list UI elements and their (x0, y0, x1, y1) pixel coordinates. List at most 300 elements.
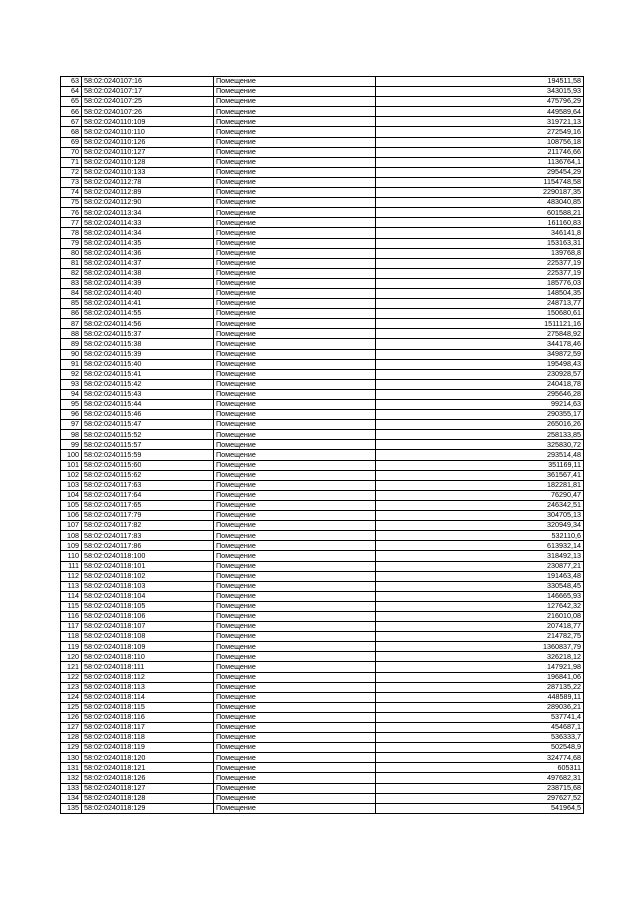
object-type: Помещение (214, 97, 376, 107)
cadastral-value: 265016,26 (376, 420, 584, 430)
cadastral-number: 58:02:0240118:107 (82, 622, 214, 632)
row-number: 129 (61, 743, 82, 753)
row-number: 110 (61, 551, 82, 561)
row-number: 82 (61, 268, 82, 278)
row-number: 68 (61, 127, 82, 137)
row-number: 134 (61, 793, 82, 803)
cadastral-value: 191463,48 (376, 571, 584, 581)
object-type: Помещение (214, 521, 376, 531)
object-type: Помещение (214, 238, 376, 248)
cadastral-number: 58:02:0240118:101 (82, 561, 214, 571)
row-number: 102 (61, 470, 82, 480)
table-row (61, 107, 584, 117)
cadastral-number: 58:02:0240113:34 (82, 208, 214, 218)
cadastral-value: 475796,29 (376, 97, 584, 107)
row-number: 117 (61, 622, 82, 632)
cadastral-value: 230877,21 (376, 561, 584, 571)
object-type: Помещение (214, 339, 376, 349)
cadastral-value: 161160,83 (376, 218, 584, 228)
table-row (61, 601, 584, 611)
cadastral-value: 225377,19 (376, 258, 584, 268)
row-number: 127 (61, 723, 82, 733)
table-row (61, 97, 584, 107)
cadastral-number: 58:02:0240115:43 (82, 389, 214, 399)
row-number: 96 (61, 410, 82, 420)
cadastral-number: 58:02:0240118:113 (82, 682, 214, 692)
row-number: 123 (61, 682, 82, 692)
cadastral-value: 290355,17 (376, 410, 584, 420)
table-row (61, 339, 584, 349)
cadastral-number: 58:02:0240118:110 (82, 652, 214, 662)
row-number: 84 (61, 288, 82, 298)
cadastral-value: 207418,77 (376, 622, 584, 632)
table-row (61, 692, 584, 702)
table-row (61, 551, 584, 561)
table-row (61, 723, 584, 733)
table-row (61, 450, 584, 460)
cadastral-value: 147921,98 (376, 662, 584, 672)
table-row (61, 167, 584, 177)
cadastral-value: 139768,8 (376, 248, 584, 258)
row-number: 79 (61, 238, 82, 248)
row-number: 119 (61, 642, 82, 652)
row-number: 112 (61, 571, 82, 581)
cadastral-number: 58:02:0240118:128 (82, 793, 214, 803)
table-row (61, 137, 584, 147)
table-row (61, 652, 584, 662)
cadastral-value: 76290,47 (376, 490, 584, 500)
table-row (61, 783, 584, 793)
cadastral-number: 58:02:0240112:89 (82, 188, 214, 198)
object-type: Помещение (214, 198, 376, 208)
cadastral-number: 58:02:0240118:111 (82, 662, 214, 672)
object-type: Помещение (214, 470, 376, 480)
table-row (61, 480, 584, 490)
object-type: Помещение (214, 359, 376, 369)
row-number: 73 (61, 177, 82, 187)
row-number: 124 (61, 692, 82, 702)
cadastral-value: 248713,77 (376, 299, 584, 309)
table-row (61, 490, 584, 500)
row-number: 76 (61, 208, 82, 218)
object-type: Помещение (214, 278, 376, 288)
cadastral-value: 238715,68 (376, 783, 584, 793)
row-number: 93 (61, 379, 82, 389)
cadastral-number: 58:02:0240110:109 (82, 117, 214, 127)
row-number: 106 (61, 511, 82, 521)
cadastral-number: 58:02:0240115:38 (82, 339, 214, 349)
cadastral-number: 58:02:0240112:90 (82, 198, 214, 208)
table-row (61, 309, 584, 319)
table-row (61, 208, 584, 218)
table-row (61, 177, 584, 187)
table-row (61, 793, 584, 803)
cadastral-number: 58:02:0240114:56 (82, 319, 214, 329)
cadastral-number: 58:02:0240118:119 (82, 743, 214, 753)
cadastral-value: 304705,13 (376, 511, 584, 521)
object-type: Помещение (214, 288, 376, 298)
cadastral-value: 194511,58 (376, 77, 584, 87)
table-row (61, 803, 584, 813)
cadastral-value: 497682,31 (376, 773, 584, 783)
row-number: 126 (61, 712, 82, 722)
cadastral-number: 58:02:0240117:65 (82, 500, 214, 510)
table-row (61, 188, 584, 198)
cadastral-number: 58:02:0240117:64 (82, 490, 214, 500)
cadastral-number: 58:02:0240114:41 (82, 299, 214, 309)
cadastral-number: 58:02:0240115:62 (82, 470, 214, 480)
cadastral-number: 58:02:0240118:102 (82, 571, 214, 581)
row-number: 128 (61, 733, 82, 743)
cadastral-number: 58:02:0240114:55 (82, 309, 214, 319)
row-number: 133 (61, 783, 82, 793)
cadastral-number: 58:02:0240118:127 (82, 783, 214, 793)
row-number: 63 (61, 77, 82, 87)
row-number: 70 (61, 147, 82, 157)
table-row (61, 268, 584, 278)
cadastral-number: 58:02:0240115:52 (82, 430, 214, 440)
object-type: Помещение (214, 723, 376, 733)
object-type: Помещение (214, 601, 376, 611)
cadastral-value: 230928,57 (376, 369, 584, 379)
cadastral-value: 1154748,58 (376, 177, 584, 187)
object-type: Помещение (214, 773, 376, 783)
cadastral-number: 58:02:0240115:60 (82, 460, 214, 470)
object-type: Помещение (214, 743, 376, 753)
cadastral-number: 58:02:0240118:121 (82, 763, 214, 773)
table-row (61, 299, 584, 309)
cadastral-number: 58:02:0240117:82 (82, 521, 214, 531)
cadastral-value: 196841,06 (376, 672, 584, 682)
cadastral-value: 275848,92 (376, 329, 584, 339)
table-row (61, 763, 584, 773)
object-type: Помещение (214, 682, 376, 692)
cadastral-value: 325830,72 (376, 440, 584, 450)
table-row (61, 319, 584, 329)
table-row (61, 198, 584, 208)
row-number: 135 (61, 803, 82, 813)
cadastral-number: 58:02:0240107:16 (82, 77, 214, 87)
cadastral-number: 58:02:0240115:47 (82, 420, 214, 430)
cadastral-value: 449589,64 (376, 107, 584, 117)
object-type: Помещение (214, 400, 376, 410)
object-type: Помещение (214, 672, 376, 682)
table-row (61, 541, 584, 551)
row-number: 99 (61, 440, 82, 450)
table-row (61, 238, 584, 248)
table-row (61, 410, 584, 420)
object-type: Помещение (214, 702, 376, 712)
table-row (61, 379, 584, 389)
cadastral-value: 2290187,35 (376, 188, 584, 198)
row-number: 97 (61, 420, 82, 430)
cadastral-number: 58:02:0240114:37 (82, 258, 214, 268)
cadastral-number: 58:02:0240110:133 (82, 167, 214, 177)
cadastral-value: 448589,11 (376, 692, 584, 702)
object-type: Помещение (214, 177, 376, 187)
object-type: Помещение (214, 167, 376, 177)
object-type: Помещение (214, 77, 376, 87)
row-number: 115 (61, 601, 82, 611)
table-row (61, 642, 584, 652)
cadastral-value: 295454,29 (376, 167, 584, 177)
object-type: Помещение (214, 117, 376, 127)
cadastral-value: 324774,68 (376, 753, 584, 763)
cadastral-value: 532110,6 (376, 531, 584, 541)
cadastral-value: 293514,48 (376, 450, 584, 460)
table-row (61, 702, 584, 712)
cadastral-number: 58:02:0240118:108 (82, 632, 214, 642)
row-number: 100 (61, 450, 82, 460)
object-type: Помещение (214, 389, 376, 399)
cadastral-number: 58:02:0240115:59 (82, 450, 214, 460)
cadastral-value: 108756,18 (376, 137, 584, 147)
row-number: 83 (61, 278, 82, 288)
row-number: 121 (61, 662, 82, 672)
cadastral-number: 58:02:0240114:35 (82, 238, 214, 248)
object-type: Помещение (214, 753, 376, 763)
object-type: Помещение (214, 369, 376, 379)
object-type: Помещение (214, 188, 376, 198)
object-type: Помещение (214, 127, 376, 137)
object-type: Помещение (214, 309, 376, 319)
object-type: Помещение (214, 490, 376, 500)
cadastral-value: 287135,22 (376, 682, 584, 692)
table-row (61, 77, 584, 87)
cadastral-value: 225377,19 (376, 268, 584, 278)
cadastral-value: 502548,9 (376, 743, 584, 753)
table-row (61, 591, 584, 601)
cadastral-number: 58:02:0240118:120 (82, 753, 214, 763)
cadastral-number: 58:02:0240115:39 (82, 349, 214, 359)
cadastral-value: 214782,75 (376, 632, 584, 642)
row-number: 109 (61, 541, 82, 551)
table-row (61, 147, 584, 157)
row-number: 89 (61, 339, 82, 349)
object-type: Помещение (214, 763, 376, 773)
row-number: 94 (61, 389, 82, 399)
row-number: 64 (61, 87, 82, 97)
cadastral-value: 613932,14 (376, 541, 584, 551)
row-number: 71 (61, 157, 82, 167)
cadastral-number: 58:02:0240118:117 (82, 723, 214, 733)
cadastral-value: 346141,8 (376, 228, 584, 238)
row-number: 81 (61, 258, 82, 268)
cadastral-number: 58:02:0240107:26 (82, 107, 214, 117)
object-type: Помещение (214, 712, 376, 722)
row-number: 85 (61, 299, 82, 309)
cadastral-value: 361567,41 (376, 470, 584, 480)
cadastral-number: 58:02:0240118:116 (82, 712, 214, 722)
object-type: Помещение (214, 793, 376, 803)
cadastral-value: 351169,11 (376, 460, 584, 470)
cadastral-number: 58:02:0240114:36 (82, 248, 214, 258)
object-type: Помещение (214, 450, 376, 460)
cadastral-value: 320949,34 (376, 521, 584, 531)
table-row (61, 228, 584, 238)
cadastral-number: 58:02:0240117:83 (82, 531, 214, 541)
object-type: Помещение (214, 147, 376, 157)
table-row (61, 712, 584, 722)
object-type: Помещение (214, 803, 376, 813)
table-row (61, 349, 584, 359)
cadastral-value: 1511121,16 (376, 319, 584, 329)
cadastral-number: 58:02:0240112:78 (82, 177, 214, 187)
row-number: 87 (61, 319, 82, 329)
object-type: Помещение (214, 622, 376, 632)
cadastral-value: 326218,12 (376, 652, 584, 662)
cadastral-value: 150680,61 (376, 309, 584, 319)
table-row (61, 571, 584, 581)
object-type: Помещение (214, 107, 376, 117)
row-number: 101 (61, 460, 82, 470)
row-number: 86 (61, 309, 82, 319)
cadastral-value: 182281,81 (376, 480, 584, 490)
table-row (61, 682, 584, 692)
table-row (61, 581, 584, 591)
row-number: 74 (61, 188, 82, 198)
object-type: Помещение (214, 561, 376, 571)
cadastral-value: 211746,66 (376, 147, 584, 157)
table-row (61, 511, 584, 521)
row-number: 66 (61, 107, 82, 117)
row-number: 72 (61, 167, 82, 177)
cadastral-number: 58:02:0240115:37 (82, 329, 214, 339)
cadastral-value: 99214,63 (376, 400, 584, 410)
object-type: Помещение (214, 440, 376, 450)
cadastral-value: 127642,32 (376, 601, 584, 611)
cadastral-value: 483040,85 (376, 198, 584, 208)
cadastral-number: 58:02:0240115:44 (82, 400, 214, 410)
cadastral-value: 272549,16 (376, 127, 584, 137)
cadastral-value: 537741,4 (376, 712, 584, 722)
table-row (61, 531, 584, 541)
row-number: 120 (61, 652, 82, 662)
object-type: Помещение (214, 642, 376, 652)
table-row (61, 632, 584, 642)
table-row (61, 500, 584, 510)
table-row (61, 117, 584, 127)
cadastral-number: 58:02:0240110:128 (82, 157, 214, 167)
object-type: Помещение (214, 551, 376, 561)
cadastral-value: 289036,21 (376, 702, 584, 712)
table-row (61, 470, 584, 480)
object-type: Помещение (214, 581, 376, 591)
cadastral-number: 58:02:0240117:63 (82, 480, 214, 490)
object-type: Помещение (214, 379, 376, 389)
row-number: 113 (61, 581, 82, 591)
table-row (61, 773, 584, 783)
cadastral-value: 195498,43 (376, 359, 584, 369)
object-type: Помещение (214, 420, 376, 430)
table-body (61, 77, 584, 814)
object-type: Помещение (214, 541, 376, 551)
cadastral-number: 58:02:0240118:112 (82, 672, 214, 682)
table-row (61, 87, 584, 97)
cadastral-value-table (60, 76, 584, 814)
cadastral-number: 58:02:0240114:33 (82, 218, 214, 228)
object-type: Помещение (214, 692, 376, 702)
row-number: 95 (61, 400, 82, 410)
table-row (61, 400, 584, 410)
object-type: Помещение (214, 248, 376, 258)
object-type: Помещение (214, 228, 376, 238)
row-number: 107 (61, 521, 82, 531)
cadastral-value: 330548,45 (376, 581, 584, 591)
row-number: 88 (61, 329, 82, 339)
table-row (61, 430, 584, 440)
cadastral-number: 58:02:0240114:39 (82, 278, 214, 288)
cadastral-value: 601588,21 (376, 208, 584, 218)
row-number: 78 (61, 228, 82, 238)
cadastral-value: 216010,08 (376, 611, 584, 621)
cadastral-number: 58:02:0240110:126 (82, 137, 214, 147)
table-row (61, 440, 584, 450)
cadastral-value: 295646,28 (376, 389, 584, 399)
cadastral-value: 541964,5 (376, 803, 584, 813)
object-type: Помещение (214, 500, 376, 510)
object-type: Помещение (214, 299, 376, 309)
object-type: Помещение (214, 329, 376, 339)
object-type: Помещение (214, 733, 376, 743)
row-number: 125 (61, 702, 82, 712)
row-number: 67 (61, 117, 82, 127)
table-row (61, 248, 584, 258)
table-row (61, 611, 584, 621)
cadastral-number: 58:02:0240115:41 (82, 369, 214, 379)
cadastral-number: 58:02:0240117:79 (82, 511, 214, 521)
row-number: 132 (61, 773, 82, 783)
table-row (61, 753, 584, 763)
table-row (61, 521, 584, 531)
cadastral-value: 1136764,1 (376, 157, 584, 167)
object-type: Помещение (214, 349, 376, 359)
cadastral-number: 58:02:0240117:86 (82, 541, 214, 551)
row-number: 92 (61, 369, 82, 379)
table-row (61, 460, 584, 470)
table-row (61, 420, 584, 430)
cadastral-value: 146665,93 (376, 591, 584, 601)
object-type: Помещение (214, 87, 376, 97)
object-type: Помещение (214, 218, 376, 228)
cadastral-number: 58:02:0240115:57 (82, 440, 214, 450)
row-number: 65 (61, 97, 82, 107)
cadastral-number: 58:02:0240114:40 (82, 288, 214, 298)
cadastral-number: 58:02:0240118:129 (82, 803, 214, 813)
cadastral-number: 58:02:0240110:127 (82, 147, 214, 157)
cadastral-number: 58:02:0240118:103 (82, 581, 214, 591)
object-type: Помещение (214, 662, 376, 672)
cadastral-value: 343015,93 (376, 87, 584, 97)
object-type: Помещение (214, 511, 376, 521)
object-type: Помещение (214, 591, 376, 601)
cadastral-number: 58:02:0240114:34 (82, 228, 214, 238)
object-type: Помещение (214, 480, 376, 490)
row-number: 69 (61, 137, 82, 147)
table-row (61, 288, 584, 298)
table-row (61, 662, 584, 672)
object-type: Помещение (214, 157, 376, 167)
cadastral-number: 58:02:0240118:114 (82, 692, 214, 702)
table-row (61, 329, 584, 339)
cadastral-value: 185776,03 (376, 278, 584, 288)
object-type: Помещение (214, 531, 376, 541)
row-number: 91 (61, 359, 82, 369)
table-row (61, 672, 584, 682)
row-number: 114 (61, 591, 82, 601)
cadastral-value: 344178,46 (376, 339, 584, 349)
cadastral-number: 58:02:0240115:40 (82, 359, 214, 369)
